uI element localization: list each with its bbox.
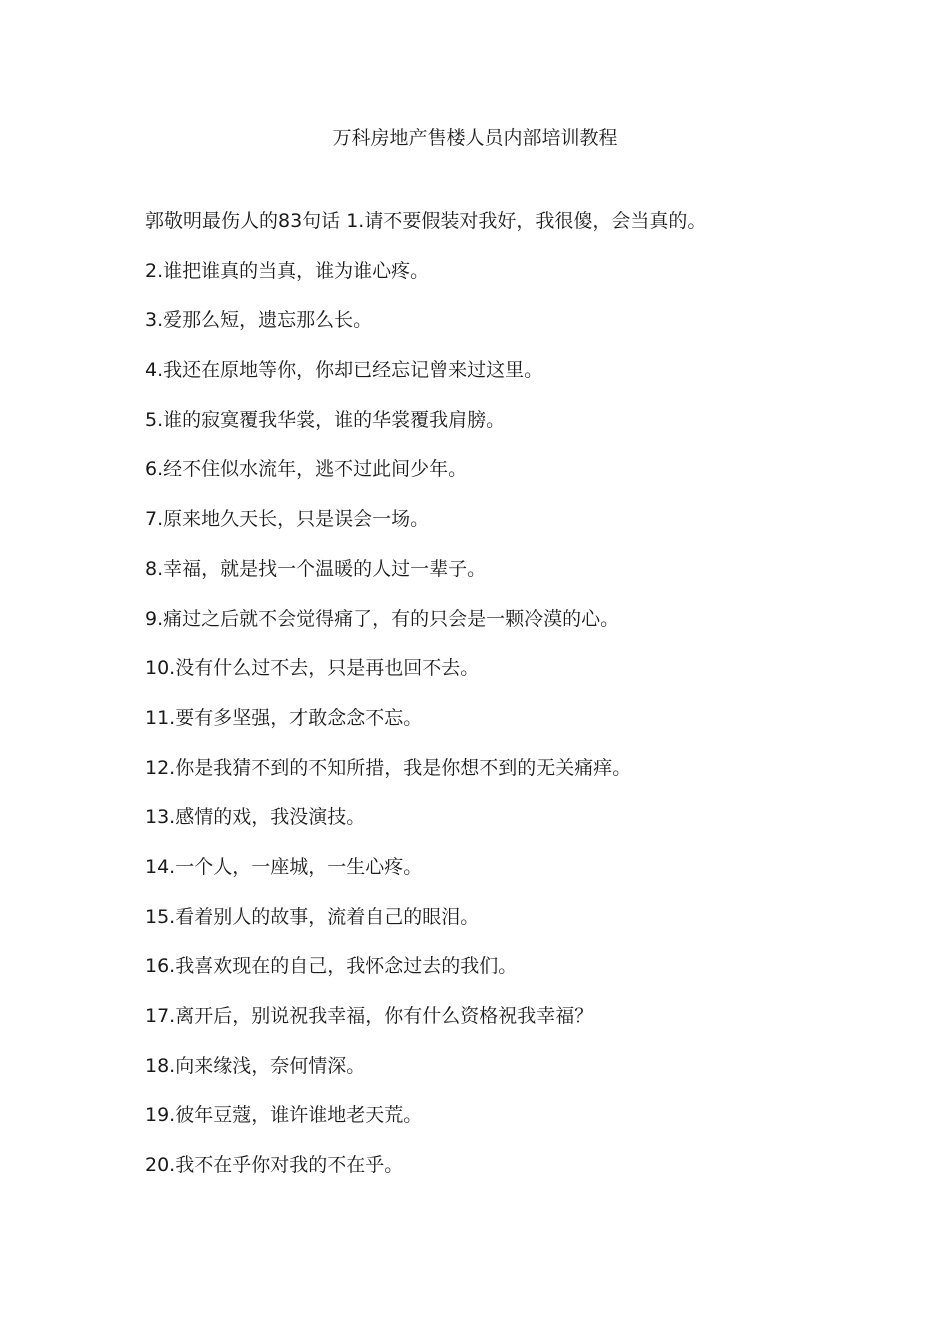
- text-line: 12.你是我猜不到的不知所措，我是你想不到的无关痛痒。: [145, 756, 632, 779]
- text-line: 18.向来缘浅，奈何情深。: [145, 1054, 366, 1077]
- text-line: 20.我不在乎你对我的不在乎。: [145, 1154, 404, 1177]
- text-line: 2.谁把谁真的当真，谁为谁心疼。: [145, 259, 430, 282]
- text-line: 5.谁的寂寞覆我华裳，谁的华裳覆我肩膀。: [145, 408, 506, 431]
- document-body: [145, 207, 825, 1201]
- text-line: 15.看着别人的故事，流着自己的眼泪。: [145, 905, 480, 928]
- text-line: 19.彼年豆蔻，谁许谁地老天荒。: [145, 1104, 423, 1127]
- text-line: 13.感情的戏，我没演技。: [145, 806, 366, 829]
- text-line: 9.痛过之后就不会觉得痛了，有的只会是一颗冷漠的心。: [145, 607, 620, 630]
- text-line: 6.经不住似水流年，逃不过此间少年。: [145, 458, 468, 481]
- text-line: 8.幸福，就是找一个温暖的人过一辈子。: [145, 557, 487, 580]
- text-line: 17.离开后，别说祝我幸福，你有什么资格祝我幸福？: [145, 1005, 594, 1027]
- text-line: 10.没有什么过不去，只是再也回不去。: [145, 657, 480, 680]
- text-line: 3.爱那么短，遗忘那么长。: [145, 309, 373, 332]
- text-line: 4.我还在原地等你，你却已经忘记曾来过这里。: [145, 359, 544, 382]
- document-title: 万科房地产售楼人员内部培训教程: [332, 127, 618, 149]
- text-line: 郭敬明最伤人的83句话 1.请不要假装对我好，我很傻，会当真的。: [145, 210, 707, 232]
- text-line: 11.要有多坚强，才敢念念不忘。: [145, 706, 423, 729]
- text-line: 16.我喜欢现在的自己，我怀念过去的我们。: [145, 955, 518, 978]
- text-line: 14.一个人，一座城，一生心疼。: [145, 855, 423, 878]
- text-line: 7.原来地久天长，只是误会一场。: [145, 508, 430, 531]
